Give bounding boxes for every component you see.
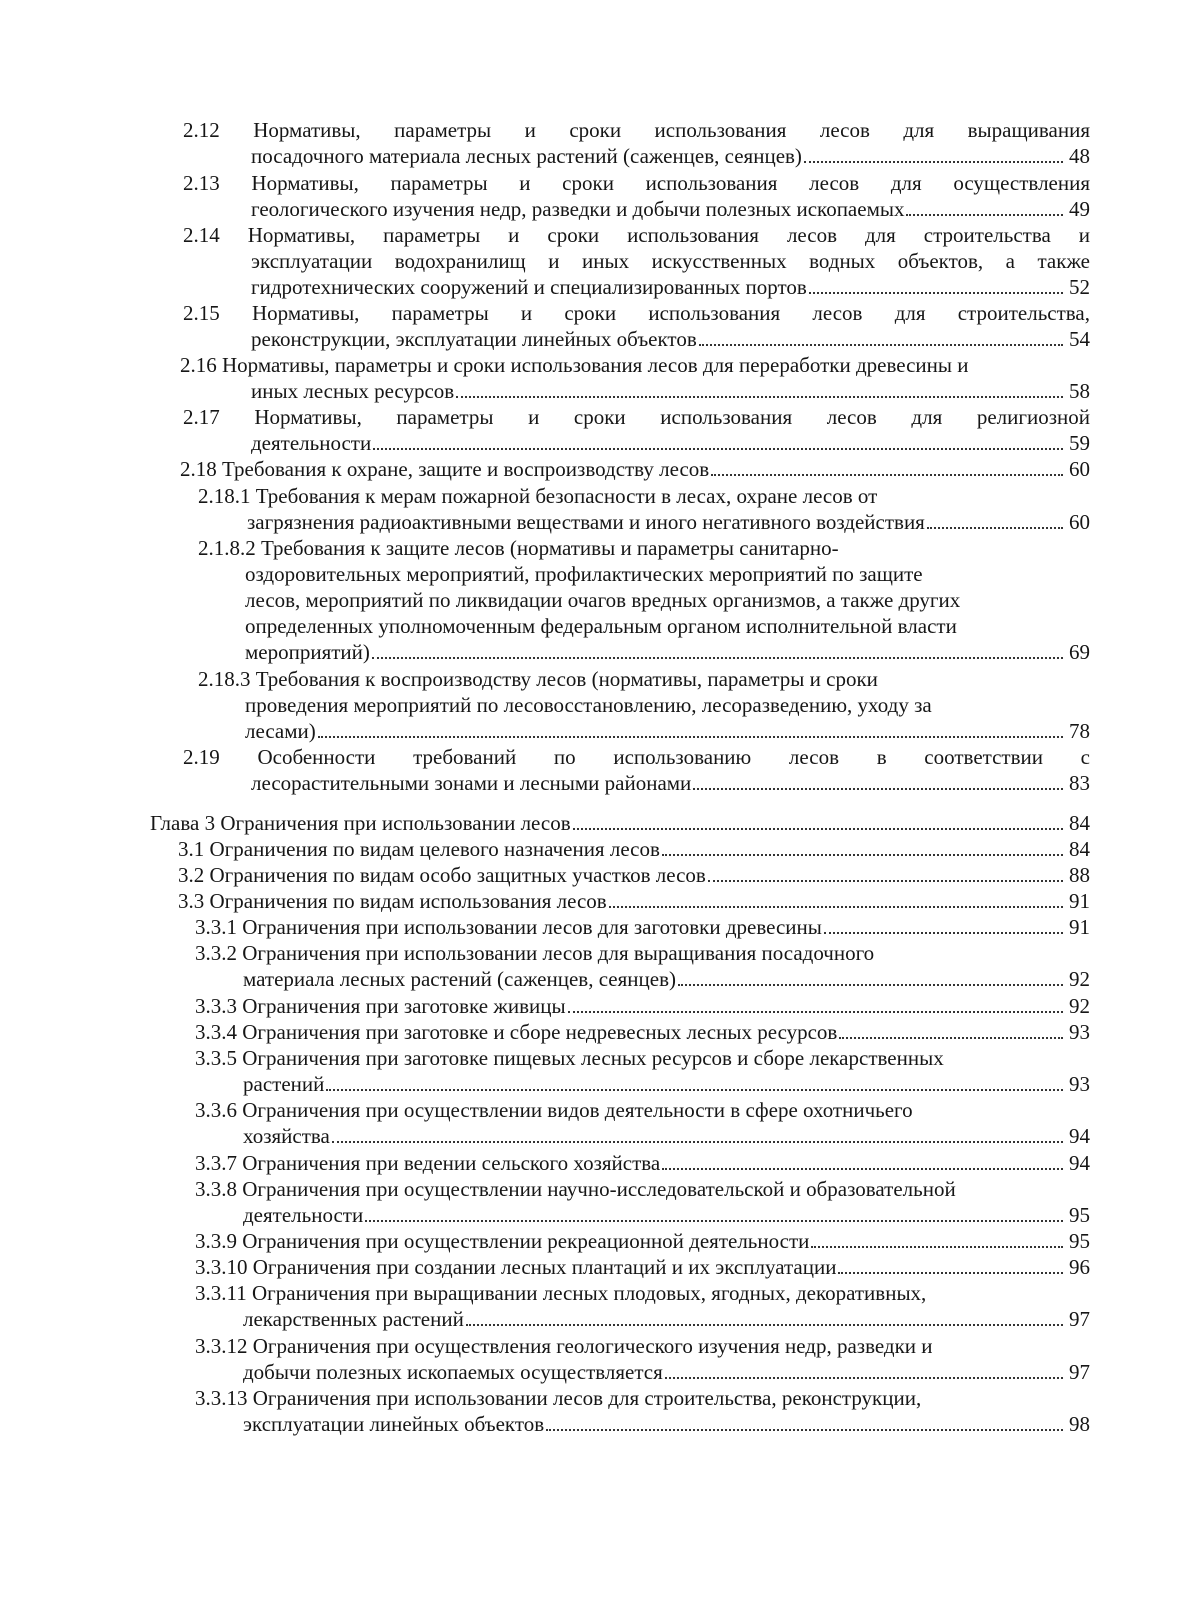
toc-entry <box>195 1097 1090 1149</box>
toc-entry <box>195 1045 1090 1097</box>
toc-page-number: 92 <box>1069 994 1090 1018</box>
toc-entry-text: 3.3.12 Ограничения при осуществления геологического изучения недр, разведки и <box>195 1334 933 1358</box>
toc-page-number: 60 <box>1069 457 1090 481</box>
toc-entry-text: 2.17 Нормативы, параметры и сроки использования лесов для религиозной <box>183 405 1090 429</box>
toc-page-number: 92 <box>1069 967 1090 991</box>
toc-page-number: 94 <box>1069 1124 1090 1148</box>
toc-entry <box>183 744 1090 796</box>
toc-entry-text: 3.3.6 Ограничения при осуществлении видов деятельности в сфере охотничьего <box>195 1098 913 1122</box>
toc-entry <box>195 940 1090 992</box>
dot-leader <box>662 854 1063 856</box>
toc-page-number: 93 <box>1069 1072 1090 1096</box>
toc-entry-text: лесов, мероприятий по ликвидации очагов вредных организмов, а также других <box>245 588 961 612</box>
dot-leader <box>568 1011 1063 1013</box>
dot-leader <box>456 396 1063 398</box>
toc-entry <box>183 300 1090 352</box>
toc-entry <box>178 862 1090 888</box>
toc-entry-text: лесорастительными зонами и лесными районами <box>251 771 692 795</box>
toc-entry <box>195 914 1090 940</box>
toc-entry-text: определенных уполномоченным федеральным органом исполнительной власти <box>245 614 957 638</box>
toc-entry <box>183 222 1090 300</box>
toc-entry-text: гидротехнических сооружений и специализированных портов <box>251 275 807 299</box>
dot-leader <box>711 474 1063 476</box>
toc-entry-text: 2.15 Нормативы, параметры и сроки использования лесов для строительства, <box>183 301 1090 325</box>
toc-entry <box>183 170 1090 222</box>
toc-entry <box>183 404 1090 456</box>
toc-entry-text: 3.3.3 Ограничения при заготовке живицы <box>195 994 566 1018</box>
toc-entry-text: растений <box>243 1072 325 1096</box>
dot-leader <box>373 448 1063 450</box>
dot-leader <box>332 1141 1063 1143</box>
toc-entry <box>178 888 1090 914</box>
toc-entry-text: хозяйства <box>243 1124 330 1148</box>
toc-entry-text: 3.3.2 Ограничения при использовании лесов для выращивания посадочного <box>195 941 875 965</box>
dot-leader <box>665 1377 1063 1379</box>
toc-entry-text: 2.18.1 Требования к мерам пожарной безопасности в лесах, охране лесов от <box>198 484 878 508</box>
toc-entry <box>195 993 1090 1019</box>
toc-page-number: 48 <box>1069 144 1090 168</box>
toc-entry <box>198 535 1090 665</box>
toc-entry <box>180 456 1090 482</box>
toc-page-number: 84 <box>1069 811 1090 835</box>
toc-page-number: 60 <box>1069 510 1090 534</box>
toc-entry-text: деятельности <box>243 1203 364 1227</box>
dot-leader <box>699 344 1063 346</box>
toc-entry-text: оздоровительных мероприятий, профилактических мероприятий по защите <box>245 562 923 586</box>
toc-entry-text: загрязнения радиоактивными веществами и иного негативного воздействия <box>247 510 925 534</box>
dot-leader <box>693 788 1063 790</box>
toc-entry <box>150 810 1090 836</box>
toc-entry-text: 2.18.3 Требования к воспроизводству лесов (нормативы, параметры и сроки <box>198 667 878 691</box>
toc-entry-text: реконструкции, эксплуатации линейных объектов <box>251 327 697 351</box>
toc-entry-text: 3.3.11 Ограничения при выращивании лесных плодовых, ягодных, декоративных, <box>195 1281 927 1305</box>
toc-entry-text: 3.1 Ограничения по видам целевого назначения лесов <box>178 837 660 861</box>
toc-page-number: 94 <box>1069 1151 1090 1175</box>
toc-entry-text: эксплуатации линейных объектов <box>243 1412 545 1436</box>
dot-leader <box>838 1272 1063 1274</box>
toc-entry-text: 3.3.8 Ограничения при осуществлении научно-исследовательской и образовательной <box>195 1177 956 1201</box>
dot-leader <box>326 1089 1063 1091</box>
dot-leader <box>573 828 1063 830</box>
toc-entry <box>195 1150 1090 1176</box>
toc-entry-text: 2.13 Нормативы, параметры и сроки использования лесов для осуществления <box>183 171 1090 195</box>
toc-entry-text: лекарственных растений <box>243 1307 464 1331</box>
toc-entry-text: добычи полезных ископаемых осуществляется <box>243 1360 663 1384</box>
toc-entry-text: иных лесных ресурсов <box>251 379 455 403</box>
dot-leader <box>906 214 1063 216</box>
toc-entry <box>195 1254 1090 1280</box>
toc-entry-text: 2.12 Нормативы, параметры и сроки использования лесов для выращивания <box>183 118 1090 142</box>
toc-entry-text: 3.3.9 Ограничения при осуществлении рекреационной деятельности <box>195 1229 810 1253</box>
toc-entry-text: 3.3.5 Ограничения при заготовке пищевых лесных ресурсов и сборе лекарственных <box>195 1046 944 1070</box>
toc-entry <box>195 1228 1090 1254</box>
toc-entry-text: 3.2 Ограничения по видам особо защитных участков лесов <box>178 863 706 887</box>
toc-entry-text: деятельности <box>251 431 372 455</box>
toc-entry-text: лесами) <box>245 719 316 743</box>
dot-leader <box>678 984 1063 986</box>
toc-entry-text: 3.3.1 Ограничения при использовании лесов для заготовки древесины <box>195 915 822 939</box>
toc-page-number: 95 <box>1069 1229 1090 1253</box>
dot-leader <box>824 932 1063 934</box>
toc-entry <box>180 352 1090 404</box>
dot-leader <box>809 292 1063 294</box>
dot-leader <box>318 736 1063 738</box>
toc-entry <box>198 666 1090 744</box>
dot-leader <box>466 1324 1063 1326</box>
toc-entry-text: мероприятий) <box>245 640 370 664</box>
toc-entry <box>195 1280 1090 1332</box>
toc-entry <box>195 1333 1090 1385</box>
toc-page-number: 58 <box>1069 379 1090 403</box>
toc-entry <box>183 117 1090 169</box>
toc-entry-text: эксплуатации водохранилищ и иных искусственных водных объектов, а также <box>251 249 1090 273</box>
dot-leader <box>708 880 1063 882</box>
dot-leader <box>546 1429 1063 1431</box>
toc-page-number: 98 <box>1069 1412 1090 1436</box>
toc-page-number: 97 <box>1069 1360 1090 1384</box>
toc-page-number: 69 <box>1069 640 1090 664</box>
toc-entry-text: 2.18 Требования к охране, защите и воспроизводству лесов <box>180 457 710 481</box>
toc-page-number: 84 <box>1069 837 1090 861</box>
toc-entry-text: 2.19 Особенности требований по использованию лесов в соответствии с <box>183 745 1090 769</box>
dot-leader <box>662 1168 1063 1170</box>
toc-entry <box>195 1176 1090 1228</box>
toc-entry-text: проведения мероприятий по лесовосстановлению, лесоразведению, уходу за <box>245 693 932 717</box>
toc-entry-text: 2.14 Нормативы, параметры и сроки использования лесов для строительства и <box>183 223 1090 247</box>
toc-entry-text: материала лесных растений (саженцев, сеянцев) <box>243 967 676 991</box>
toc-page-number: 54 <box>1069 327 1090 351</box>
toc-page-number: 93 <box>1069 1020 1090 1044</box>
toc-entry-text: 3.3 Ограничения по видам использования лесов <box>178 889 607 913</box>
dot-leader <box>609 906 1063 908</box>
toc-page-number: 91 <box>1069 889 1090 913</box>
dot-leader <box>804 161 1063 163</box>
toc-page-number: 91 <box>1069 915 1090 939</box>
toc-page-number: 52 <box>1069 275 1090 299</box>
toc-entry-text: 2.1.8.2 Требования к защите лесов (нормативы и параметры санитарно- <box>198 536 839 560</box>
toc-page-number: 78 <box>1069 719 1090 743</box>
dot-leader <box>365 1220 1063 1222</box>
toc-page-number: 88 <box>1069 863 1090 887</box>
toc-entry <box>195 1019 1090 1045</box>
dot-leader <box>927 527 1063 529</box>
toc-page-number: 49 <box>1069 197 1090 221</box>
toc-entry <box>198 483 1090 535</box>
toc-page-number: 95 <box>1069 1203 1090 1227</box>
toc-entry-text: геологического изучения недр, разведки и добычи полезных ископаемых <box>251 197 905 221</box>
toc-entry-text: 3.3.7 Ограничения при ведении сельского хозяйства <box>195 1151 661 1175</box>
toc-page-number: 83 <box>1069 771 1090 795</box>
toc-entry-text: посадочного материала лесных растений (саженцев, сеянцев) <box>251 144 802 168</box>
toc-entry-text: 3.3.10 Ограничения при создании лесных плантаций и их эксплуатации <box>195 1255 837 1279</box>
toc-page-number: 96 <box>1069 1255 1090 1279</box>
dot-leader <box>372 657 1063 659</box>
toc-entry <box>195 1385 1090 1437</box>
toc-entry-text: Глава 3 Ограничения при использовании лесов <box>150 811 571 835</box>
toc-entry <box>178 836 1090 862</box>
toc-entry-text: 2.16 Нормативы, параметры и сроки использования лесов для переработки древесины и <box>180 353 969 377</box>
dot-leader <box>839 1037 1063 1039</box>
dot-leader <box>811 1246 1063 1248</box>
toc-entry-text: 3.3.4 Ограничения при заготовке и сборе недревесных лесных ресурсов <box>195 1020 838 1044</box>
toc-entry-text: 3.3.13 Ограничения при использовании лесов для строительства, реконструкции, <box>195 1386 922 1410</box>
toc-page-number: 97 <box>1069 1307 1090 1331</box>
toc-page-number: 59 <box>1069 431 1090 455</box>
